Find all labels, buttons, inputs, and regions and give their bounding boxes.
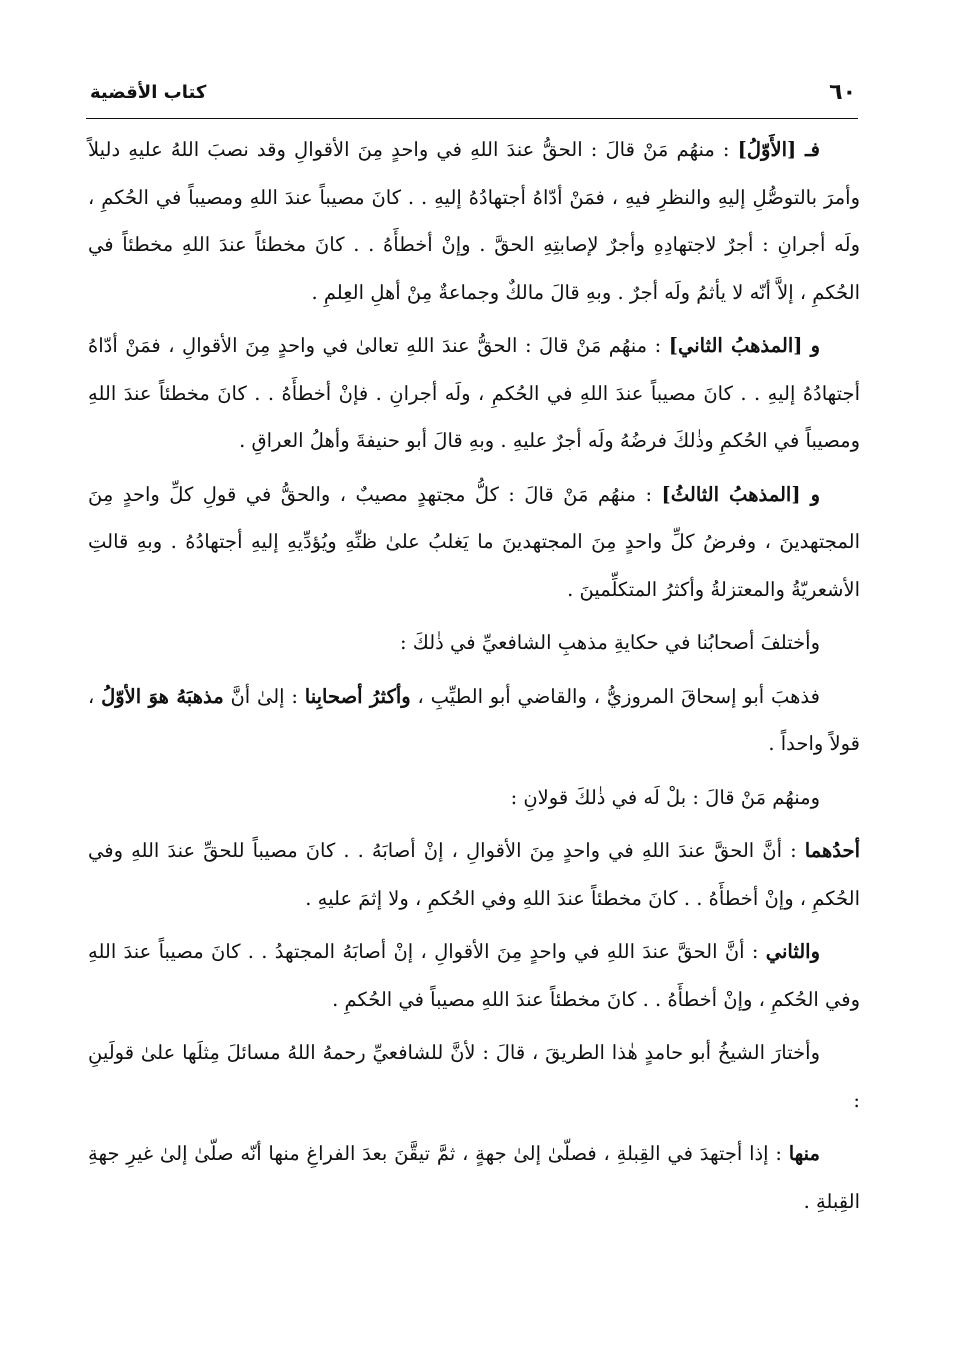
paragraph-text: ، قولاً واحداً . xyxy=(88,684,860,755)
paragraph-lead: أحدُهما xyxy=(804,839,860,862)
page-number: ٦٠ xyxy=(829,80,856,105)
header-rule xyxy=(86,118,858,119)
paragraph-opinion-one xyxy=(88,827,860,922)
paragraph-text: : منهُم مَنْ قالَ : الحقُّ عندَ اللهِ تعالىٰ في واحدٍ مِنَ الأقوالِ ، فمَنْ أدّاهُ أجتهادُهُ إليهِ . . كانَ مصيباً عندَ اللهِ في الحُكمِ ، ولَه أجرانِ . فإنْ أخطأَهُ . . كانَ مخطئاً عندَ اللهِ ومصيباً في الحُكمِ وذٰلكَ فرضُهُ ولَه أجرٌ عليهِ . وبهِ قالَ أبو حنيفةَ وأهلُ العراقِ . xyxy=(88,334,860,452)
page-body xyxy=(88,126,860,1225)
paragraph-text: : إلىٰ أنَّ xyxy=(223,684,305,708)
paragraph-text: فذهبَ أبو إسحاقَ المروزيُّ ، والقاضي أبو الطيِّبِ ، xyxy=(410,684,820,708)
paragraph-text: : أنَّ الحقَّ عندَ اللهِ في واحدٍ مِنَ الأقوالِ ، إنْ أصابَهُ المجتهدُ . . كانَ مصيباً عندَ اللهِ وفي الحُكمِ ، وإنْ أخطأَهُ . . كانَ مخطئاً عندَ اللهِ مصيباً في الحُكمِ . xyxy=(88,940,860,1011)
paragraph-text: ومنهُم مَنْ قالَ : بلْ لَه في ذٰلكَ قولانِ : xyxy=(510,785,820,809)
paragraph-text: وأختلفَ أصحابُنا في حكايةِ مذهبِ الشافعيِّ في ذٰلكَ : xyxy=(400,631,820,654)
running-title: كتاب الأقضية xyxy=(90,82,207,103)
paragraph-lead: فـ [الأَوّلُ] xyxy=(737,138,821,161)
paragraph-two-opinions xyxy=(88,774,860,822)
paragraph-majority-view xyxy=(88,673,860,768)
paragraph-bold-phrase: وأكثرُ أصحابِنا xyxy=(304,684,411,708)
paragraph-lead: و [المذهبُ الثالثُ] xyxy=(661,482,820,506)
paragraph-text: : إذا أجتهدَ في القِبلةِ ، فصلّىٰ إلىٰ جهةٍ ، ثمَّ تيقَّنَ بعدَ الفراغِ منها أنّه صلّىٰ إلىٰ غيرِ جهةِ القِبلةِ . xyxy=(88,1142,860,1213)
paragraph-opinion-two xyxy=(88,928,860,1023)
paragraph-lead: و [المذهبُ الثاني] xyxy=(668,334,820,357)
paragraph-lead: والثاني xyxy=(765,940,820,963)
paragraph-text: : منهُم مَنْ قالَ : كلُّ مجتهدٍ مصيبٌ ، والحقُّ في قولِ كلِّ واحدٍ مِنَ المجتهدينَ ، وفرضُ كلِّ واحدٍ مِنَ المجتهدينَ ما يَغلبُ علىٰ ظنِّهِ ويُؤدِّيهِ إليهِ أجتهادُهُ . وبهِ قالتِ الأشعريّةُ والمعتزلةُ وأكثرُ المتكلِّمينَ . xyxy=(88,482,860,601)
paragraph-first-school xyxy=(88,126,860,316)
paragraph-text: وأختارَ الشيخُ أبو حامدٍ هٰذا الطريقَ ، قالَ : لأنَّ للشافعيِّ رحمهُ اللهُ مسائلَ مِثلَها علىٰ قولَينِ : xyxy=(88,1041,860,1112)
paragraph-text: : أنَّ الحقَّ عندَ اللهِ في واحدٍ مِنَ الأقوالِ ، إنْ أصابَهُ . . كانَ مصيباً للحقِّ عندَ اللهِ وفي الحُكمِ ، وإنْ أخطأَهُ . . كانَ مخطئاً عندَ اللهِ وفي الحُكمِ ، ولا إثمَ عليهِ . xyxy=(88,839,860,910)
page-header xyxy=(90,76,856,112)
paragraph-disagreement xyxy=(88,619,860,667)
paragraph-lead: منها xyxy=(788,1142,820,1165)
paragraph-text: : منهُم مَنْ قالَ : الحقُّ عندَ اللهِ في واحدٍ مِنَ الأقوالِ وقد نصبَ اللهُ عليهِ دليلاً وأمرَ بالتوصُّلِ إليهِ والنظرِ فيهِ ، فمَنْ أدّاهُ أجتهادُهُ إليهِ . . كانَ مصيباً عندَ اللهِ ومصيباً في الحُكمِ ، ولَه أجرانِ : أجرٌ لاجتهادِهِ وأجرٌ لإصابتِهِ الحقَّ . وإنْ أخطأَهُ . . كانَ مخطئاً عندَ اللهِ مخطئاً في الحُكمِ ، إلاَّ أنّه لا يأثمُ ولَه أجرٌ . وبهِ قالَ مالكٌ وجماعةٌ مِنْ أهلِ العِلمِ . xyxy=(88,138,860,304)
paragraph-third-school xyxy=(88,471,860,614)
paragraph-qibla-example xyxy=(88,1130,860,1225)
paragraph-abu-hamid xyxy=(88,1029,860,1124)
paragraph-bold-phrase: مذهبَهُ هوَ الأوّلُ xyxy=(101,684,224,708)
paragraph-second-school xyxy=(88,322,860,465)
